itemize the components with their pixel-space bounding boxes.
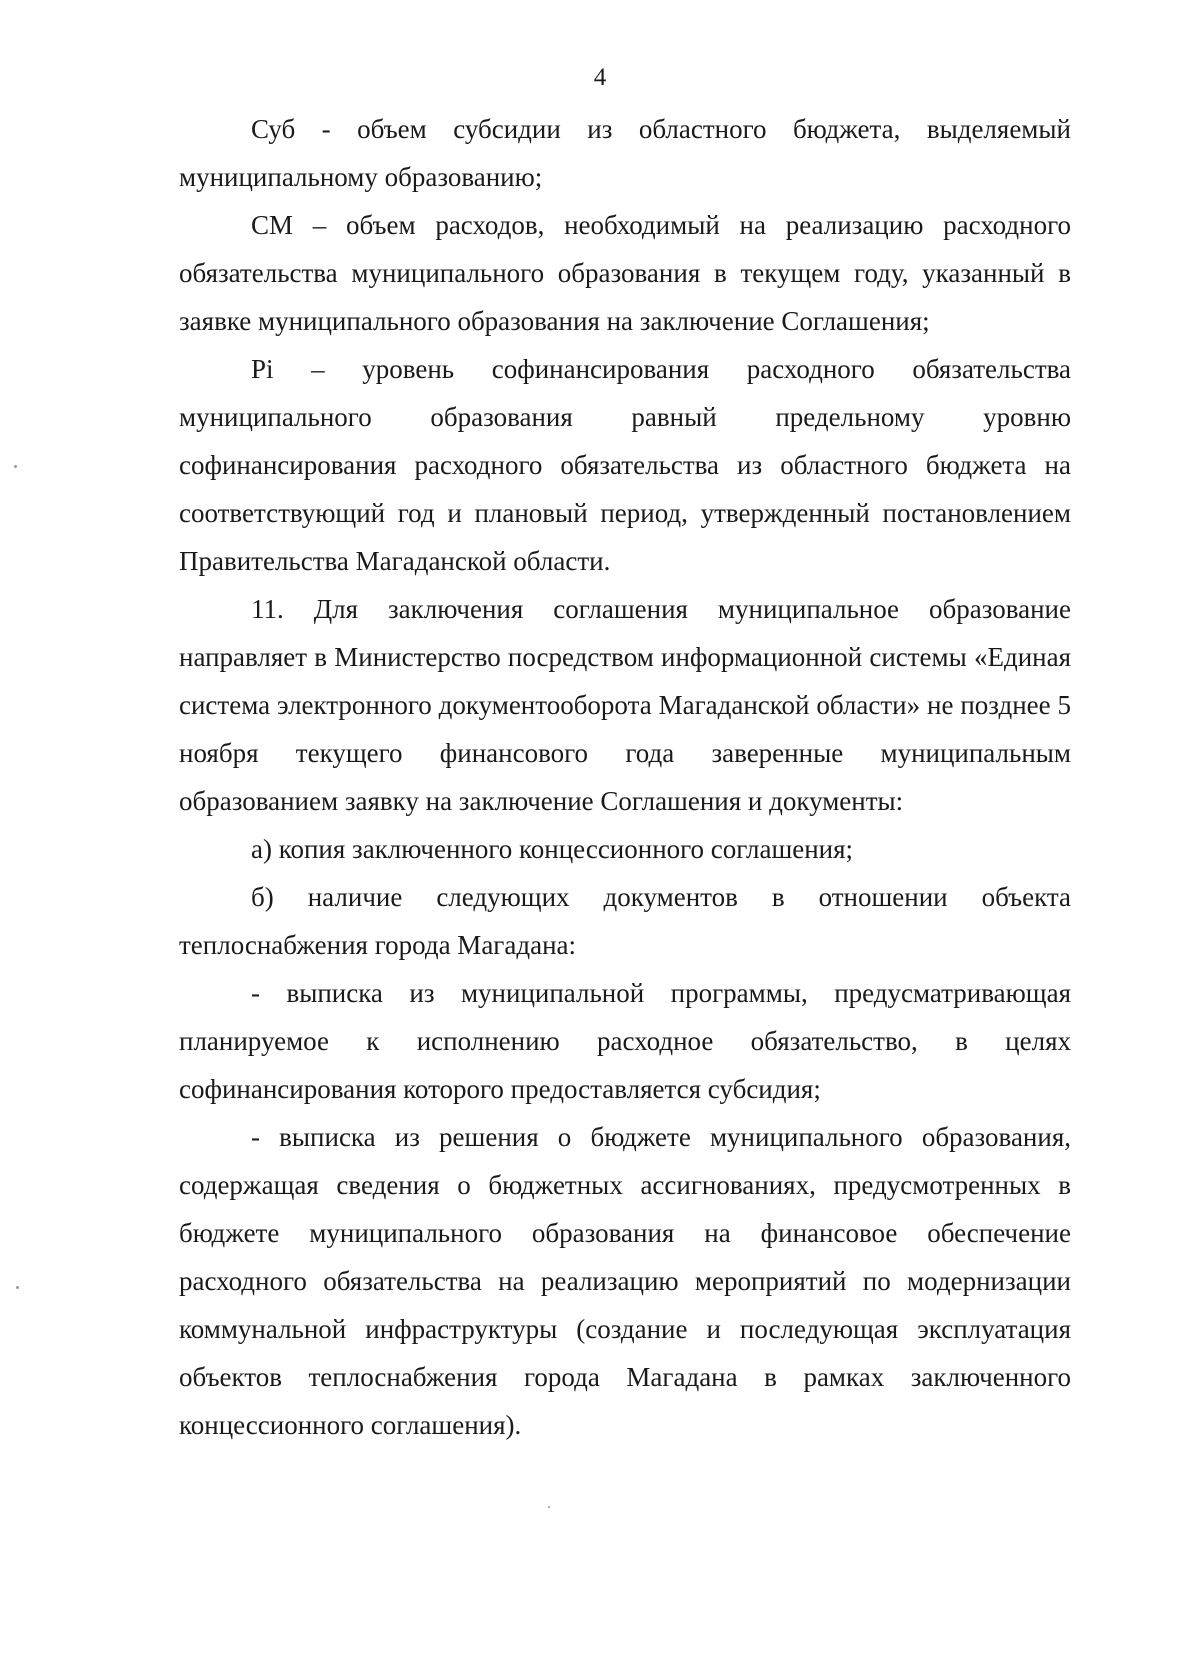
paragraph-item-a: а) копия заключенного концессионного соглашения;	[251, 834, 854, 864]
page-number: 4	[593, 64, 607, 91]
paragraph-sub-definition: Суб - объем субсидии из областного бюджета, выделяемый муниципальному образованию;	[179, 114, 1071, 192]
paragraph-budget-extract: - выписка из решения о бюджете муниципального образования, содержащая сведения о бюджетных ассигнованиях, предусмотренных в бюджете муниципального образования на финансовое обеспечение расходного обязательства на реализацию мероприятий по модернизации коммунальной инфраструктуры (создание и последующая эксплуатация объектов теплоснабжения города Магадана в рамках заключенного концессионного соглашения).	[179, 1122, 1071, 1440]
paragraph-program-extract: - выписка из муниципальной программы, предусматривающая планируемое к исполнению расходное обязательство, в целях софинансирования которого предоставляется субсидия;	[179, 978, 1071, 1104]
scan-speck	[16, 1286, 19, 1289]
paragraph-item-b: б) наличие следующих документов в отношении объекта теплоснабжения города Магадана:	[179, 882, 1071, 960]
paragraph-pi-definition: Pi – уровень софинансирования расходного обязательства муниципального образования равный предельному уровню софинансирования расходного обязательства из областного бюджета на соответствующий год и плановый период, утвержденный постановлением Правительства Магаданской области.	[179, 354, 1071, 576]
paragraph-clause-11: 11. Для заключения соглашения муниципальное образование направляет в Министерство посредством информационной системы «Единая система электронного документооборота Магаданской области» не позднее 5 ноября текущего финансового года заверенные муниципальным образованием заявку на заключение Соглашения и документы:	[179, 594, 1071, 816]
paragraph-sm-definition: СМ – объем расходов, необходимый на реализацию расходного обязательства муниципального образования в текущем году, указанный в заявке муниципального образования на заключение Соглашения;	[179, 210, 1071, 336]
scan-speck	[548, 1506, 550, 1508]
scan-speck	[14, 465, 17, 468]
document-body	[179, 105, 1071, 1449]
